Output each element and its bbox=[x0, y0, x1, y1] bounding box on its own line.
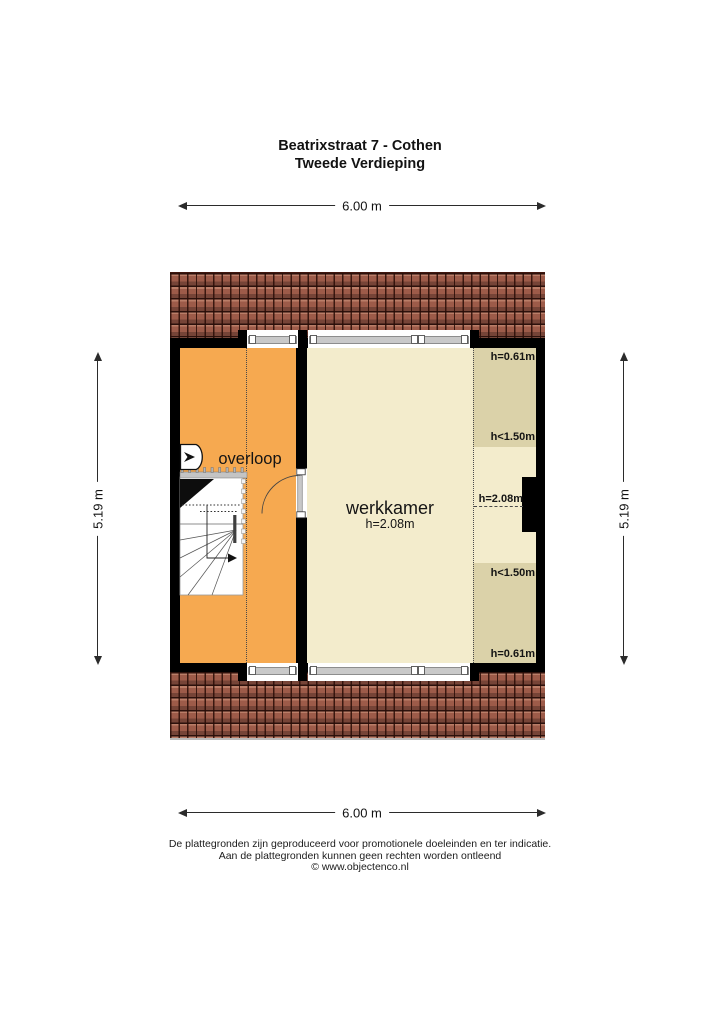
page-subtitle: Tweede Verdieping bbox=[294, 155, 426, 172]
room-height-werkkamer: h=2.08m bbox=[365, 517, 415, 531]
disclaimer bbox=[0, 839, 720, 874]
arrowhead-right-icon bbox=[537, 809, 546, 817]
dimension-left-label: 5.19 m bbox=[90, 482, 105, 536]
floorplan bbox=[170, 272, 545, 740]
copyright: © www.objectenco.nl bbox=[311, 861, 409, 874]
disclaimer-line-1: De plattegronden zijn geproduceerd voor promotionele doeleinden en ter indicatie. bbox=[168, 838, 552, 850]
height-marker-bottom-knee: h<1.50m bbox=[490, 567, 535, 579]
dimension-bottom bbox=[178, 806, 546, 819]
dimension-right-label: 5.19 m bbox=[616, 482, 631, 536]
height-marker-top-eave: h=0.61m bbox=[490, 351, 535, 363]
arrowhead-left-icon bbox=[178, 809, 187, 817]
height-marker-middle: h=2.08m bbox=[478, 493, 523, 505]
door-swing-arc-icon bbox=[262, 476, 300, 514]
arrowhead-left-icon bbox=[178, 202, 187, 210]
room-label-overloop: overloop bbox=[218, 450, 282, 468]
arrowhead-up-icon bbox=[620, 352, 628, 361]
arrowhead-right-icon bbox=[537, 202, 546, 210]
staircase bbox=[180, 468, 247, 596]
title-block bbox=[0, 138, 720, 173]
door-leaf bbox=[298, 476, 302, 514]
height-marker-bottom-eave: h=0.61m bbox=[490, 648, 535, 660]
page-title: Beatrixstraat 7 - Cothen bbox=[278, 138, 442, 154]
arrowhead-up-icon bbox=[94, 352, 102, 361]
dimension-top bbox=[178, 199, 546, 212]
disclaimer-line-2: Aan de plattegronden kunnen geen rechten worden ontleend bbox=[218, 849, 502, 862]
arrowhead-down-icon bbox=[94, 656, 102, 665]
room-label-werkkamer: werkkamer bbox=[345, 498, 434, 518]
arrowhead-down-icon bbox=[620, 656, 628, 665]
dimension-top-label: 6.00 m bbox=[335, 198, 389, 213]
dimension-left bbox=[91, 352, 104, 665]
dimension-bottom-label: 6.00 m bbox=[335, 805, 389, 820]
door bbox=[262, 469, 307, 518]
height-marker-top-knee: h<1.50m bbox=[490, 431, 535, 443]
dimension-right bbox=[617, 352, 630, 665]
